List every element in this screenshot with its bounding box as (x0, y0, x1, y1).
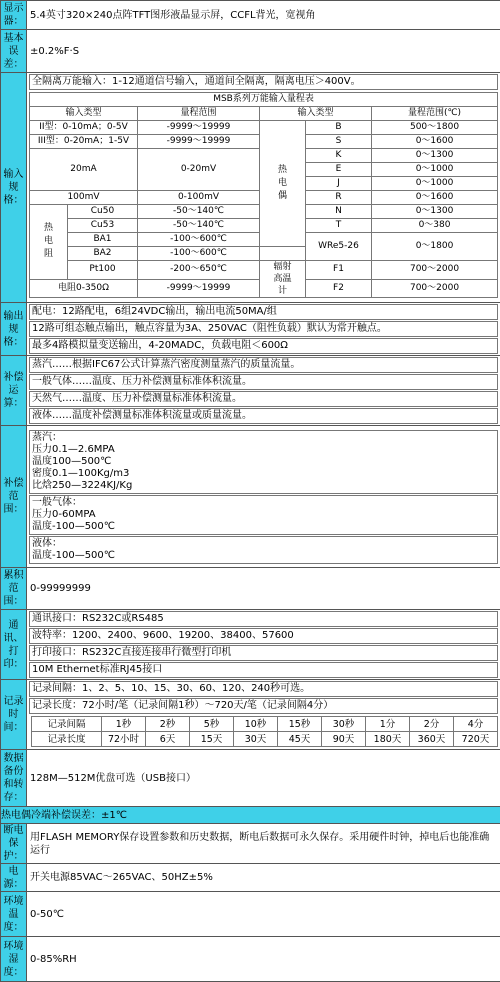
backup-value: 128M—512M优盘可选（USB接口） (27, 770, 500, 787)
tc-range: 0～1300 (372, 149, 498, 163)
tc-type: J (306, 177, 372, 191)
rtd-group: 热电阻 (30, 205, 68, 280)
comp-calc-line-4: 液体……温度补偿测量标准体积流量或质量流量。 (29, 408, 498, 424)
rtd-type: Cu53 (68, 219, 138, 233)
power-fail-value: 用FLASH MEMORY保存设置参数和历史数据，断电后数据可永久保存。采用硬件时钟，掉电后也能准确运行 (27, 829, 500, 859)
output-line-1: 配电：12路配电，6组24VDC输出，输出电流50MA/组 (29, 304, 498, 320)
range-table-title: MSB系列万能输入量程表 (30, 93, 498, 107)
record-label: 记录时间： (1, 680, 27, 750)
comm-line-1: 通讯接口：RS232C或RS485 (29, 611, 498, 627)
tc-range: 0～1000 (372, 163, 498, 177)
left-type: II型：0-10mA；0-5V (30, 121, 138, 135)
record-line-2: 记录长度：72小时/笔（记录间隔1秒）～720天/笔（记录间隔4分） (29, 698, 498, 714)
output-line-3: 最多4路模拟量变送输出，4-20MADC，负载电阻＜600Ω (29, 338, 498, 354)
display-label: 显示器： (1, 1, 27, 30)
rtd-type: Pt100 (68, 261, 138, 280)
tc-type: K (306, 149, 372, 163)
rad-range: 700～2000 (372, 279, 498, 298)
input-line: 全隔离万能输入：1-12通道信号输入，通道间全隔离，隔离电压＞400V。 (29, 74, 498, 90)
rtd-range: -100～600℃ (138, 247, 260, 261)
record-line-1: 记录间隔：1、2、5、10、15、30、60、120、240秒可选。 (29, 681, 498, 697)
rad-type: F2 (306, 279, 372, 298)
header-range-2: 量程范围(℃) (372, 107, 498, 121)
tc-range: 0～1800 (372, 233, 498, 261)
temp-label: 环境温度： (1, 892, 27, 937)
left-range: 0-20mV (138, 149, 260, 191)
humidity-value: 0-85%RH (27, 951, 500, 968)
backup-label: 数据备份和转存： (1, 750, 27, 807)
record-interval-header: 记录间隔 (32, 717, 102, 732)
tc-type: N (306, 205, 372, 219)
tc-range: 500～1800 (372, 121, 498, 135)
accum-label: 累积范围： (1, 568, 27, 610)
rtd-range: -50～140℃ (138, 205, 260, 219)
cjc-value: 热电偶冷端补偿误差：±1℃ (1, 807, 500, 824)
comm-label: 通讯、打印： (1, 610, 27, 680)
tc-type: B (306, 121, 372, 135)
tc-range: 0～380 (372, 219, 498, 233)
comm-line-4: 10M Ethernet标准RJ45接口 (29, 662, 498, 678)
power-value: 开关电源85VAC～265VAC、50HZ±5% (27, 869, 500, 886)
temp-value: 0-50℃ (27, 906, 500, 923)
liquid-block: 液体： 温度-100—500℃ (29, 536, 498, 564)
tc-type: WRe5-26 (306, 233, 372, 261)
input-range-table (29, 92, 498, 298)
comp-calc-line-2: 一般气体……温度、压力补偿测量标准体积流量。 (29, 374, 498, 390)
accum-value: 0-99999999 (27, 580, 500, 597)
comm-line-2: 波特率：1200、2400、9600、19200、38400、57600 (29, 628, 498, 644)
tc-range: 0～1300 (372, 205, 498, 219)
left-type: 20mA (30, 149, 138, 191)
rad-type: F1 (306, 261, 372, 280)
error-label: 基本误差： (1, 30, 27, 73)
output-line-2: 12路可组态触点输出，触点容量为3A、250VAC（阻性负载）默认为常开触点。 (29, 321, 498, 337)
comp-calc-label: 补偿运算： (1, 356, 27, 426)
rtd-range: -50～140℃ (138, 219, 260, 233)
rtd-type: Cu50 (68, 205, 138, 219)
rad-range: 700～2000 (372, 261, 498, 280)
pot-type: 电阻0-350Ω (30, 279, 138, 298)
left-range: -9999～19999 (138, 121, 260, 135)
rtd-range: -100～600℃ (138, 233, 260, 247)
rtd-type: BA2 (68, 247, 138, 261)
comp-calc-line-1: 蒸汽……根据IFC67公式计算蒸汽密度测量蒸汽的质量流量。 (29, 357, 498, 373)
left-type: 100mV (30, 191, 138, 205)
power-label: 电源： (1, 864, 27, 892)
input-label: 输入规格： (1, 73, 27, 303)
comp-calc-line-3: 天然气……温度、压力补偿测量标准体积流量。 (29, 391, 498, 407)
tc-range: 0～1000 (372, 177, 498, 191)
pot-range: -9999～19999 (138, 279, 260, 298)
left-range: 0-100mV (138, 191, 260, 205)
tc-range: 0～1600 (372, 135, 498, 149)
tc-type: E (306, 163, 372, 177)
steam-block: 蒸汽： 压力0.1—2.6MPA 温度100—500℃ 密度0.1—100Kg/m3 比焓250—3224KJ/Kg (29, 430, 498, 494)
pyrometer-group: 辐射高温计 (260, 261, 306, 298)
tc-range: 0～1600 (372, 191, 498, 205)
header-input-type: 输入类型 (30, 107, 138, 121)
rtd-range: -200～650℃ (138, 261, 260, 280)
error-value: ±0.2%F·S (27, 43, 500, 60)
humidity-label: 环境湿度： (1, 937, 27, 982)
gas-block: 一般气体： 压力0-60MPA 温度-100—500℃ (29, 495, 498, 535)
tc-type: R (306, 191, 372, 205)
rtd-type: BA1 (68, 233, 138, 247)
header-input-type-2: 输入类型 (260, 107, 372, 121)
left-range: -9999～19999 (138, 135, 260, 149)
tc-type: T (306, 219, 372, 233)
comp-range-label: 补偿范围： (1, 426, 27, 568)
output-label: 输出规格： (1, 303, 27, 356)
power-fail-label: 断电保护： (1, 824, 27, 864)
thermocouple-group: 热电偶 (260, 121, 306, 247)
record-table: 记录间隔 1秒 2秒 5秒 10秒 15秒 30秒 1分 2分 4分 记录长度 72小时 6天 15天 30天 45天 90天 180天 360天 720天 (31, 716, 498, 747)
display-value: 5.4英寸320×240点阵TFT图形液晶显示屏，CCFL背光，宽视角 (27, 7, 500, 24)
header-range: 量程范围 (138, 107, 260, 121)
record-length-header: 记录长度 (32, 732, 102, 747)
comm-line-3: 打印接口：RS232C直接连接串行微型打印机 (29, 645, 498, 661)
left-type: III型：0-20mA；1-5V (30, 135, 138, 149)
tc-type: S (306, 135, 372, 149)
